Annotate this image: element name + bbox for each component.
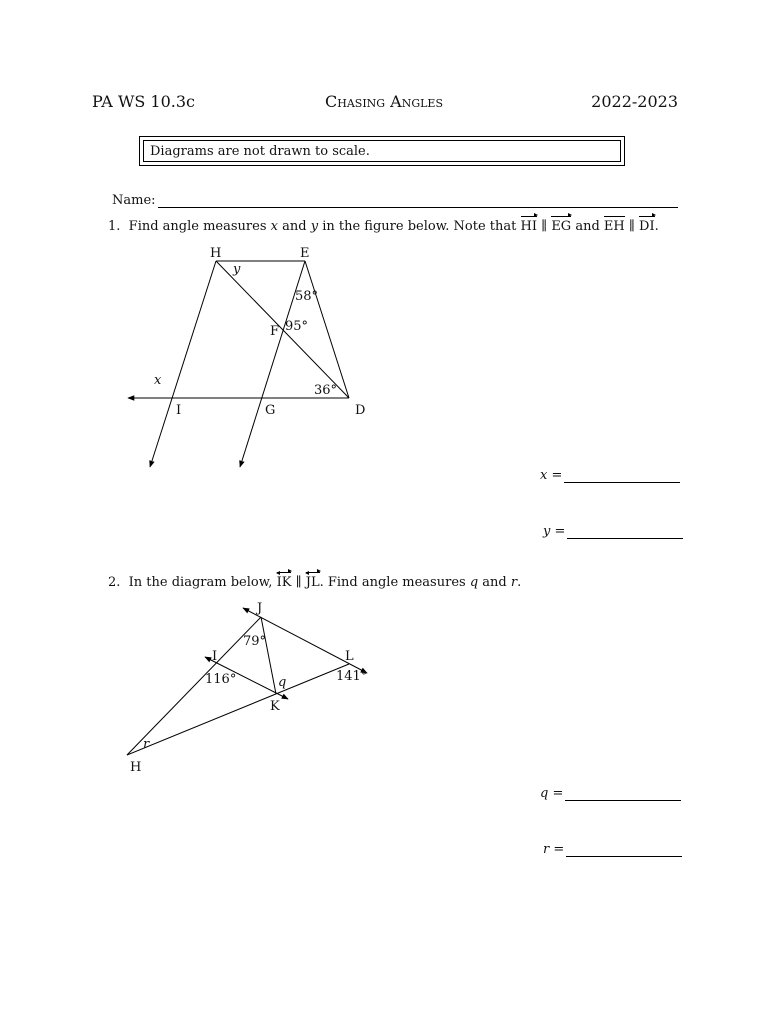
angle-95-label: 95° [285,319,309,334]
question-2-end: . [517,575,522,590]
question-1-text-mid: in the figure below. Note that [322,219,517,234]
ray-eg: EG [551,214,571,234]
angle-x-label: x [154,373,162,388]
worksheet-code: PA WS 10.3c [92,92,196,111]
answer-q-label: q = [540,786,564,801]
question-2-text-post: . Find angle measures [319,575,466,590]
school-year: 2022-2023 [591,92,678,111]
answer-q-field[interactable] [540,786,681,801]
point-d-label: D [355,403,366,418]
line-jl: JL [306,570,320,590]
angle-y-label: y [233,262,241,277]
question-1-var-x: x [270,219,278,234]
question-1-var-y: y [310,219,319,234]
answer-x-label: x = [540,468,563,483]
answer-q-line[interactable] [565,788,681,801]
question-1-text-pre: Find angle measures [128,219,267,234]
answer-r-field[interactable] [543,842,682,857]
question-2-text-pre: In the diagram below, [128,575,273,590]
parallel-symbol-3: ∥ [295,575,302,590]
point-i-label: I [176,403,182,418]
answer-y-label: y = [543,524,566,539]
ray-di: DI [639,214,655,234]
question-2-var-q: q [469,575,479,590]
angle-36-label: 36° [314,383,338,398]
question-1-and-2: and [575,219,600,234]
question-1-and: and [282,219,307,234]
scale-note-text: Diagrams are not drawn to scale. [143,140,621,162]
segment-eh: EH [604,214,625,234]
point-f-label: F [270,324,280,339]
point-j-label: J [257,601,263,616]
question-2-var-r: r [510,575,518,590]
segment-hj [127,617,261,755]
answer-r-label: r = [543,842,565,857]
answer-r-line[interactable] [566,844,682,857]
segment-jk [261,617,276,694]
point-h-label: H [210,246,222,261]
point-i-label-2: I [212,649,218,664]
name-label: Name: [112,193,156,208]
parallel-symbol-2: ∥ [628,219,635,234]
question-2-number: 2. [108,575,121,590]
question-2-and: and [482,575,507,590]
point-l-label: L [345,649,354,664]
question-1-end: . [654,219,659,234]
point-h-label-2: H [130,760,142,775]
angle-79-label: 79° [243,634,267,649]
parallel-symbol-1: ∥ [541,219,548,234]
angle-58-label: 58° [295,289,319,304]
angle-141-label: 141° [336,669,368,684]
worksheet-title: Chasing Angles [325,92,443,111]
point-g-label: G [265,403,276,418]
angle-r-label: r [143,737,150,752]
point-e-label: E [300,246,310,261]
angle-q-label: q [278,675,287,690]
segment-hl [127,664,349,755]
angle-116-label: 116° [205,672,237,687]
ray-hi: HI [521,214,537,234]
question-1-number: 1. [108,219,121,234]
point-k-label: K [270,699,280,714]
line-ik: IK [277,570,292,590]
